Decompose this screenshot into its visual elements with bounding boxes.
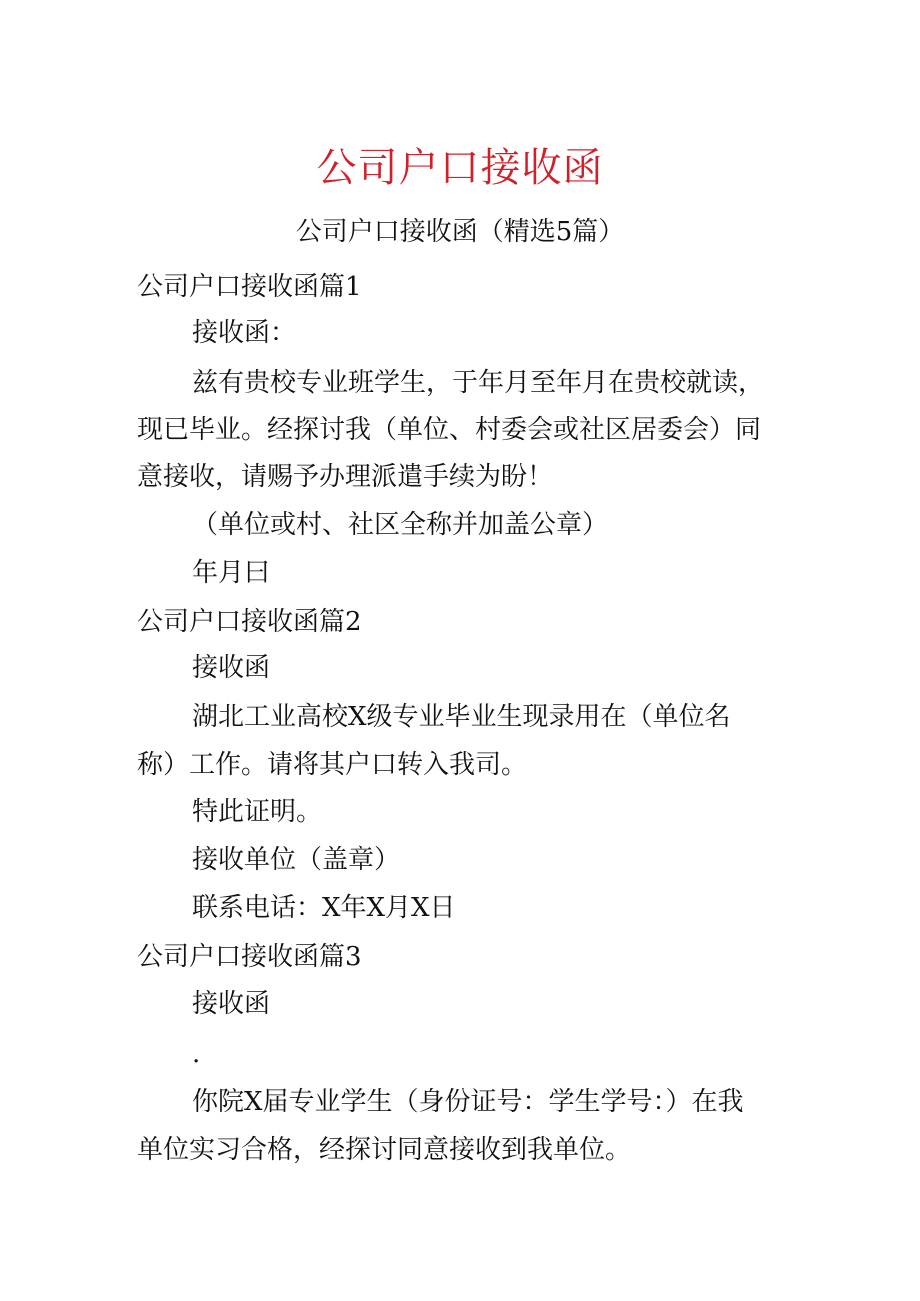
section-1-stamp-note: （单位或村、社区全称并加盖公章） xyxy=(192,510,609,540)
section-2-contact: 联系电话：X年X月X日 xyxy=(192,893,456,923)
section-2-heading: 公司户口接收函篇2 xyxy=(137,607,362,637)
section-2-body-line-1: 湖北工业高校X级专业毕业生现录用在（单位名 xyxy=(192,702,731,732)
section-1-body-line-2: 现已毕业。经探讨我（单位、村委会或社区居委会）同 xyxy=(137,415,762,445)
section-3-body-line-2: 单位实习合格，经探讨同意接收到我单位。 xyxy=(137,1135,632,1165)
section-2-body-line-2: 称）工作。请将其户口转入我司。 xyxy=(137,750,528,780)
section-1-heading: 公司户口接收函篇1 xyxy=(137,272,362,302)
document-subtitle: 公司户口接收函（精选5篇） xyxy=(295,217,625,247)
document-title: 公司户口接收函 xyxy=(316,145,604,191)
section-1-date: 年月曰 xyxy=(192,558,271,588)
section-2-receiving-unit: 接收单位（盖章） xyxy=(192,845,401,875)
section-3-heading: 公司户口接收函篇3 xyxy=(137,942,362,972)
section-3-body-line-1: 你院X届专业学生（身份证号：学生学号：）在我 xyxy=(192,1087,744,1117)
section-3-dot: . xyxy=(192,1039,201,1069)
section-3-greeting: 接收函 xyxy=(192,989,271,1019)
section-1-body-line-3: 意接收，请赐予办理派遣手续为盼！ xyxy=(137,462,554,492)
section-2-certification: 特此证明。 xyxy=(192,797,323,827)
section-2-greeting: 接收函 xyxy=(192,653,271,683)
section-1-greeting: 接收函： xyxy=(192,318,297,348)
section-1-body-line-1: 兹有贵校专业班学生，于年月至年月在贵校就读， xyxy=(192,368,765,398)
